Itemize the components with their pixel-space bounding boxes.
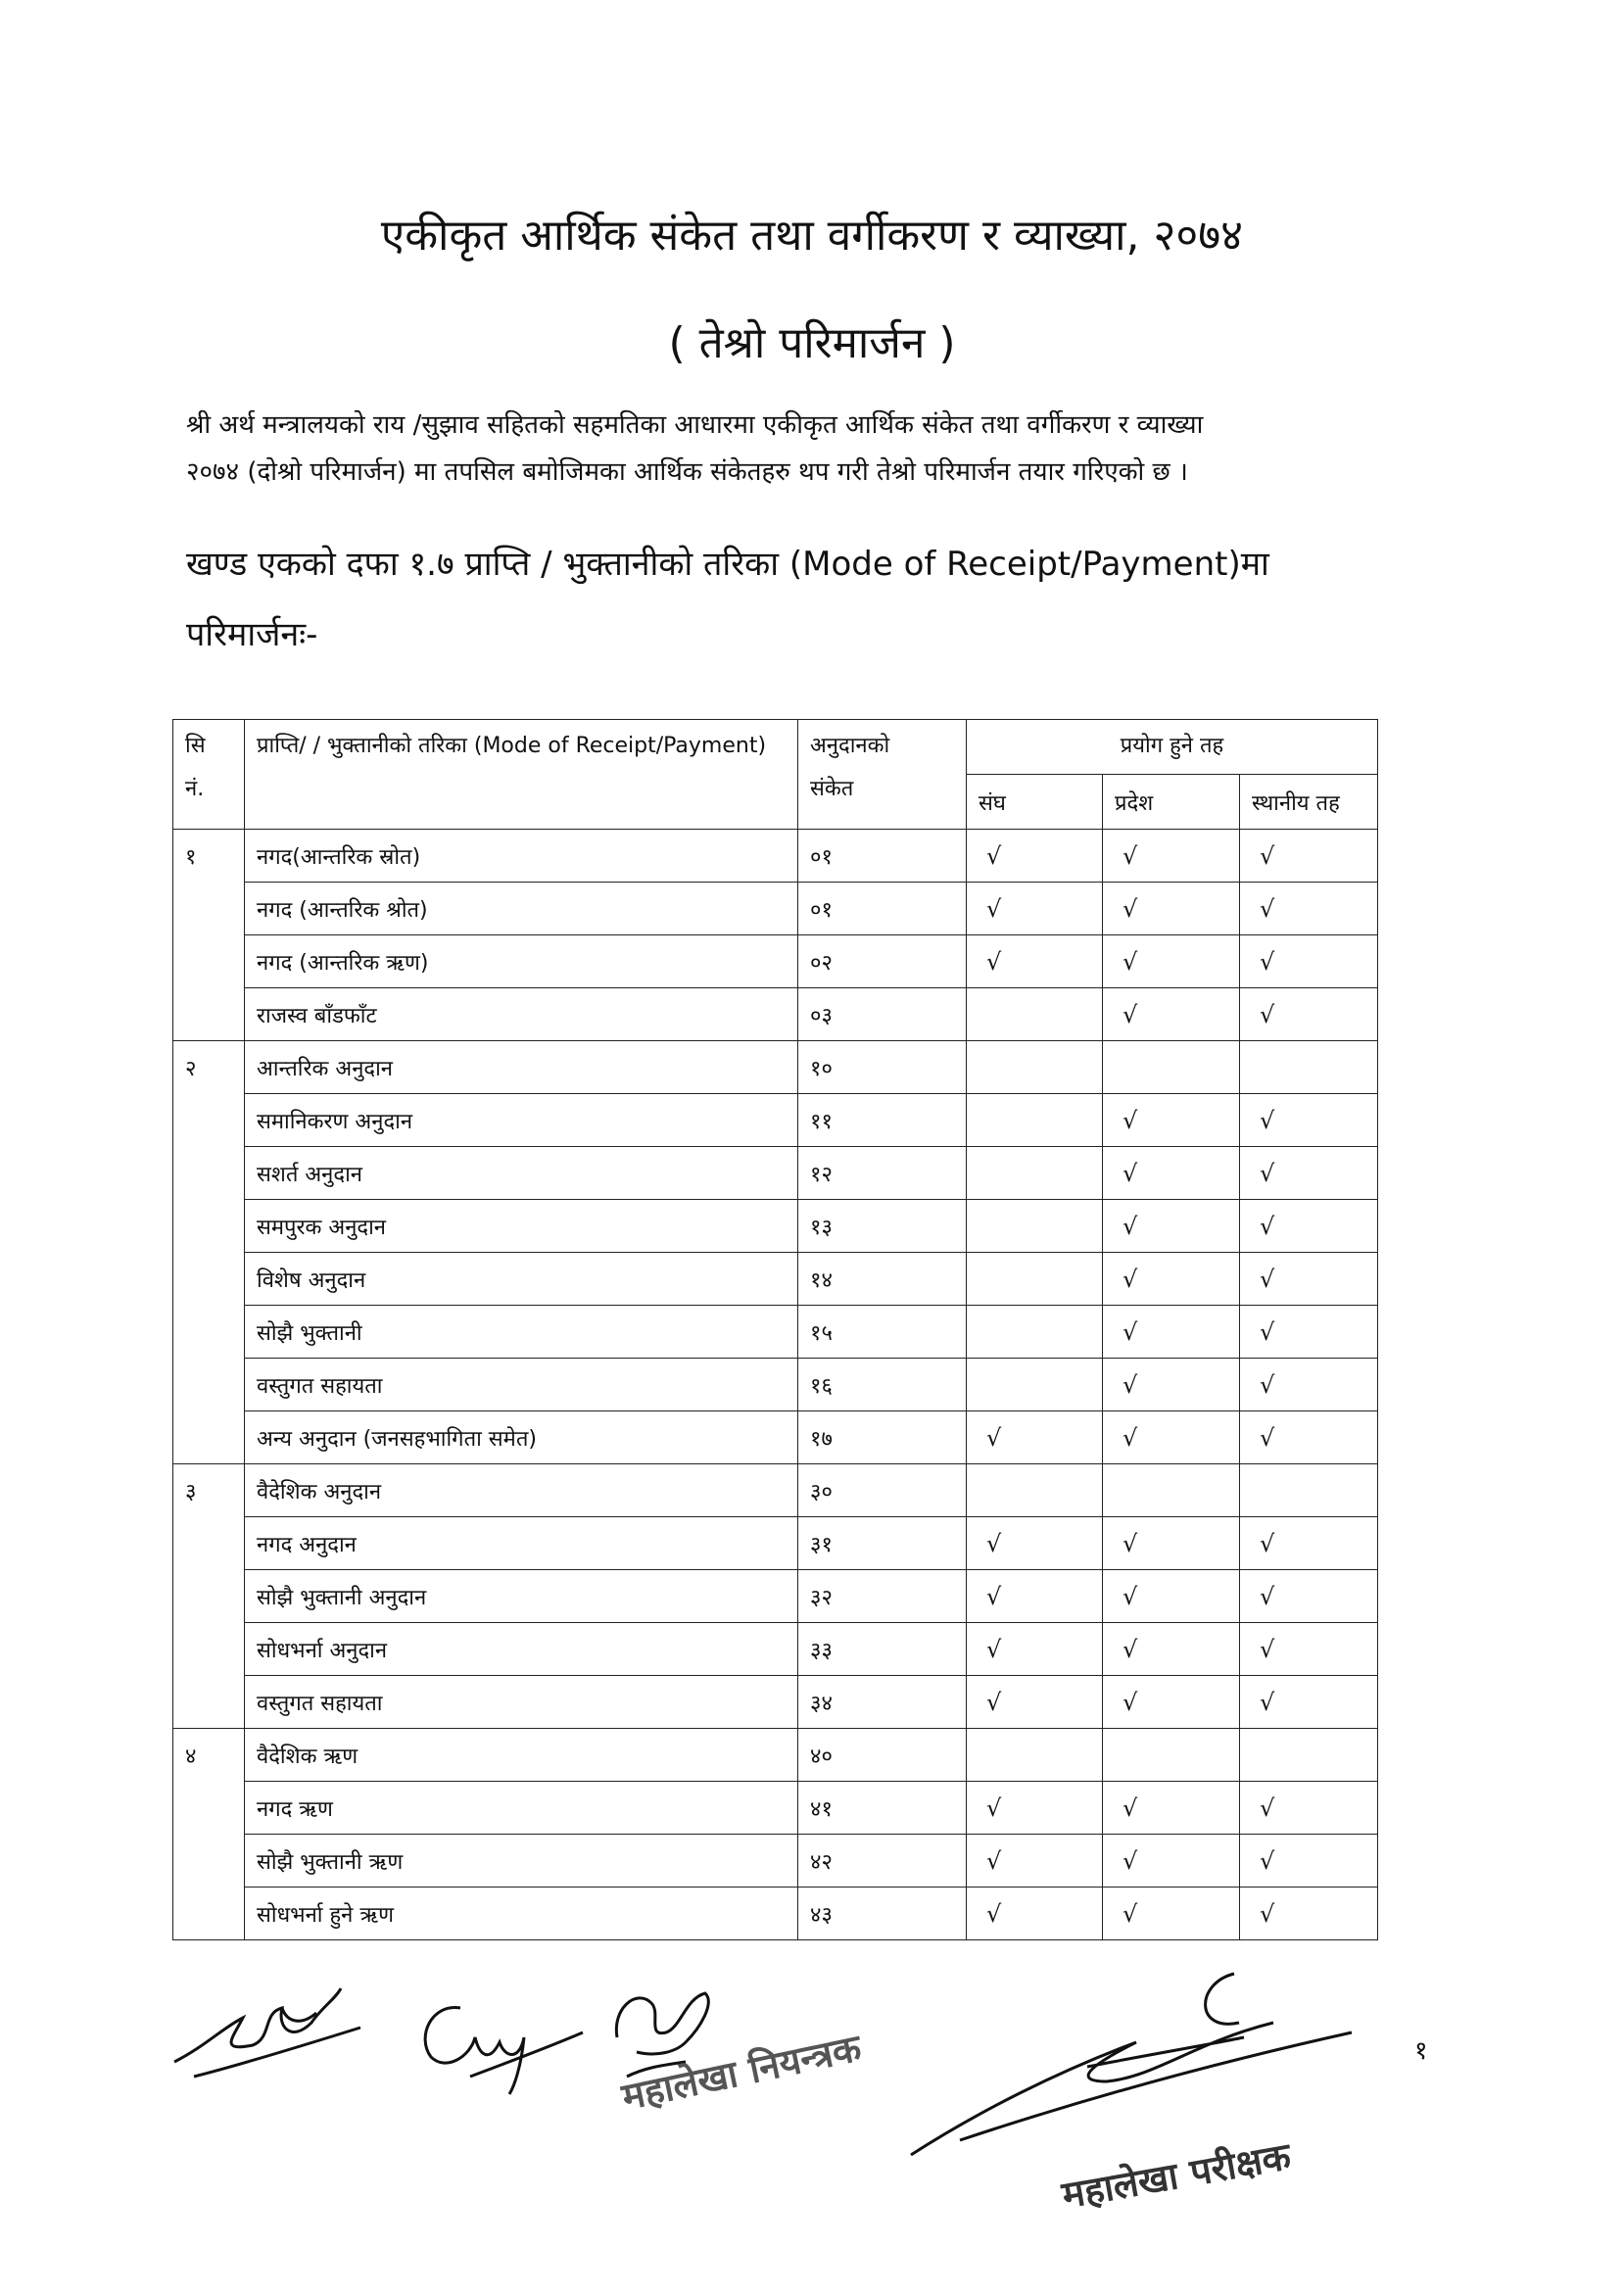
- check-mark: √: [1122, 1423, 1138, 1452]
- federal-cell: [967, 1411, 1103, 1464]
- local-cell: [1240, 1888, 1378, 1940]
- check-mark: √: [1122, 1688, 1138, 1716]
- federal-cell: [967, 935, 1103, 988]
- mode-cell: नगद (आन्तरिक श्रोत): [245, 883, 798, 935]
- header-local: स्थानीय तह: [1240, 775, 1378, 830]
- check-mark: √: [986, 1899, 1002, 1928]
- check-mark: √: [1260, 1106, 1275, 1134]
- federal-cell: [967, 1676, 1103, 1729]
- check-mark: √: [986, 1688, 1002, 1716]
- check-mark: √: [1122, 1370, 1138, 1399]
- local-cell: [1240, 1676, 1378, 1729]
- table-row: [173, 1411, 1378, 1464]
- province-cell: [1103, 1464, 1240, 1517]
- check-mark: √: [986, 894, 1002, 923]
- mode-cell: नगद (आन्तरिक ऋण): [245, 935, 798, 988]
- mode-cell: अन्य अनुदान (जनसहभागिता समेत): [245, 1411, 798, 1464]
- federal-cell: [967, 1570, 1103, 1623]
- mode-cell: नगद ऋण: [245, 1782, 798, 1835]
- federal-cell: [967, 1253, 1103, 1306]
- mode-cell: सोझै भुक्तानी: [245, 1306, 798, 1359]
- check-mark: √: [1260, 894, 1275, 923]
- province-cell: [1103, 1253, 1240, 1306]
- check-mark: √: [1122, 841, 1138, 870]
- check-mark: √: [1122, 947, 1138, 976]
- local-cell: [1240, 1623, 1378, 1676]
- code-cell: ०१: [798, 830, 967, 883]
- table-row: [173, 1782, 1378, 1835]
- check-mark: √: [1122, 1265, 1138, 1293]
- code-cell: ०३: [798, 988, 967, 1041]
- mode-cell: वैदेशिक ऋण: [245, 1729, 798, 1782]
- table-row: [173, 1888, 1378, 1940]
- mode-cell: सशर्त अनुदान: [245, 1147, 798, 1200]
- check-mark: √: [986, 947, 1002, 976]
- province-cell: [1103, 1676, 1240, 1729]
- federal-cell: [967, 1517, 1103, 1570]
- check-mark: √: [1122, 1106, 1138, 1134]
- check-mark: √: [1260, 1159, 1275, 1187]
- table-row: [173, 935, 1378, 988]
- table-row: [173, 1094, 1378, 1147]
- table-row: [173, 1623, 1378, 1676]
- intro-paragraph: [186, 402, 1440, 496]
- check-mark: √: [1260, 1846, 1275, 1875]
- code-cell: १३: [798, 1200, 967, 1253]
- check-mark: √: [1122, 1793, 1138, 1822]
- stamp-controller: महालेखा नियन्त्रक: [618, 2026, 865, 2119]
- check-mark: √: [1260, 1265, 1275, 1293]
- mode-cell: समानिकरण अनुदान: [245, 1094, 798, 1147]
- province-cell: [1103, 1517, 1240, 1570]
- document-title: एकीकृत आर्थिक संकेत तथा वर्गीकरण र व्याख्या, २०७४: [380, 211, 1244, 261]
- federal-cell: [967, 1464, 1103, 1517]
- signature-1: [165, 1969, 370, 2086]
- intro-line-1: श्री अर्थ मन्त्रालयको राय /सुझाव सहितको सहमतिका आधारमा एकीकृत आर्थिक संकेत तथा वर्गीकरण र व्याख्या: [186, 410, 1204, 440]
- federal-cell: [967, 1147, 1103, 1200]
- local-cell: [1240, 1464, 1378, 1517]
- table-row: [173, 1041, 1378, 1094]
- local-cell: [1240, 1306, 1378, 1359]
- check-mark: √: [986, 1793, 1002, 1822]
- province-cell: [1103, 988, 1240, 1041]
- local-cell: [1240, 1359, 1378, 1411]
- table-row: [173, 1147, 1378, 1200]
- code-cell: १६: [798, 1359, 967, 1411]
- check-mark: √: [1122, 1159, 1138, 1187]
- check-mark: √: [1122, 1635, 1138, 1663]
- code-cell: ०२: [798, 935, 967, 988]
- code-cell: १५: [798, 1306, 967, 1359]
- mode-cell: विशेष अनुदान: [245, 1253, 798, 1306]
- code-cell: ११: [798, 1094, 967, 1147]
- table-row: [173, 1464, 1378, 1517]
- mode-cell: सोझै भुक्तानी अनुदान: [245, 1570, 798, 1623]
- section-heading: [186, 529, 1450, 670]
- check-mark: √: [1260, 1370, 1275, 1399]
- province-cell: [1103, 935, 1240, 988]
- mode-cell: राजस्व बाँडफाँट: [245, 988, 798, 1041]
- check-mark: √: [986, 1635, 1002, 1663]
- code-cell: ३३: [798, 1623, 967, 1676]
- mode-cell: नगद अनुदान: [245, 1517, 798, 1570]
- mode-of-receipt-table: [172, 719, 1378, 1940]
- local-cell: [1240, 1147, 1378, 1200]
- local-cell: [1240, 883, 1378, 935]
- local-cell: [1240, 1411, 1378, 1464]
- code-cell: ४०: [798, 1729, 967, 1782]
- check-mark: √: [986, 1529, 1002, 1557]
- check-mark: √: [1260, 1000, 1275, 1028]
- federal-cell: [967, 1200, 1103, 1253]
- local-cell: [1240, 1782, 1378, 1835]
- mode-cell: सोधभर्ना अनुदान: [245, 1623, 798, 1676]
- table-row: [173, 988, 1378, 1041]
- section-heading-line-1: खण्ड एकको दफा १.७ प्राप्ति / भुक्तानीको तरिका (Mode of Receipt/Payment)मा: [186, 545, 1269, 584]
- table-row: [173, 1359, 1378, 1411]
- code-cell: १४: [798, 1253, 967, 1306]
- federal-cell: [967, 988, 1103, 1041]
- signature-2: [411, 1979, 588, 2096]
- province-cell: [1103, 1200, 1240, 1253]
- code-cell: ३२: [798, 1570, 967, 1623]
- table-row: [173, 830, 1378, 883]
- code-cell: ४२: [798, 1835, 967, 1888]
- local-cell: [1240, 1517, 1378, 1570]
- serial-number-cell: ३: [173, 1464, 245, 1729]
- check-mark: √: [1260, 1688, 1275, 1716]
- check-mark: √: [1260, 1635, 1275, 1663]
- code-cell: ४३: [798, 1888, 967, 1940]
- code-cell: ४१: [798, 1782, 967, 1835]
- header-mode: प्राप्ति/ / भुक्तानीको तरिका (Mode of Receipt/Payment): [245, 720, 798, 830]
- mode-cell: वस्तुगत सहायता: [245, 1676, 798, 1729]
- check-mark: √: [1260, 1793, 1275, 1822]
- province-cell: [1103, 1359, 1240, 1411]
- local-cell: [1240, 1835, 1378, 1888]
- federal-cell: [967, 830, 1103, 883]
- check-mark: √: [1122, 1582, 1138, 1610]
- mode-cell: आन्तरिक अनुदान: [245, 1041, 798, 1094]
- table-row: [173, 1570, 1378, 1623]
- local-cell: [1240, 988, 1378, 1041]
- local-cell: [1240, 935, 1378, 988]
- page-number: १: [1414, 2036, 1428, 2066]
- federal-cell: [967, 1835, 1103, 1888]
- check-mark: √: [986, 1582, 1002, 1610]
- stamp-auditor: महालेखा परीक्षक: [1058, 2133, 1294, 2218]
- table-row: [173, 1835, 1378, 1888]
- mode-cell: वस्तुगत सहायता: [245, 1359, 798, 1411]
- signature-4: [901, 1964, 1361, 2170]
- province-cell: [1103, 1782, 1240, 1835]
- local-cell: [1240, 1570, 1378, 1623]
- federal-cell: [967, 1041, 1103, 1094]
- local-cell: [1240, 1253, 1378, 1306]
- province-cell: [1103, 1041, 1240, 1094]
- code-cell: ३१: [798, 1517, 967, 1570]
- federal-cell: [967, 1623, 1103, 1676]
- province-cell: [1103, 1411, 1240, 1464]
- header-province: प्रदेश: [1103, 775, 1240, 830]
- check-mark: √: [986, 1846, 1002, 1875]
- table-row: [173, 1517, 1378, 1570]
- check-mark: √: [1260, 841, 1275, 870]
- province-cell: [1103, 1570, 1240, 1623]
- section-heading-line-2: परिमार्जनः-: [186, 615, 318, 654]
- serial-number-cell: २: [173, 1041, 245, 1464]
- header-federal: संघ: [967, 775, 1103, 830]
- code-cell: १०: [798, 1041, 967, 1094]
- table-row: [173, 1253, 1378, 1306]
- code-cell: ३४: [798, 1676, 967, 1729]
- province-cell: [1103, 1094, 1240, 1147]
- check-mark: √: [1260, 1317, 1275, 1346]
- mode-cell: समपुरक अनुदान: [245, 1200, 798, 1253]
- table-row: [173, 1729, 1378, 1782]
- local-cell: [1240, 830, 1378, 883]
- check-mark: √: [1260, 1529, 1275, 1557]
- serial-number-cell: १: [173, 830, 245, 1041]
- code-cell: ३०: [798, 1464, 967, 1517]
- check-mark: √: [986, 841, 1002, 870]
- check-mark: √: [1260, 947, 1275, 976]
- local-cell: [1240, 1041, 1378, 1094]
- federal-cell: [967, 883, 1103, 935]
- province-cell: [1103, 1729, 1240, 1782]
- intro-line-2: २०७४ (दोश्रो परिमार्जन) मा तपसिल बमोजिमका आर्थिक संकेतहरु थप गरी तेश्रो परिमार्जन तयार गरिएको छ ।: [186, 457, 1188, 487]
- federal-cell: [967, 1782, 1103, 1835]
- table-row: [173, 1200, 1378, 1253]
- federal-cell: [967, 1306, 1103, 1359]
- header-serial-number: सि नं.: [173, 720, 245, 830]
- mode-cell: सोधभर्ना हुने ऋण: [245, 1888, 798, 1940]
- check-mark: √: [1122, 1317, 1138, 1346]
- mode-cell: वैदेशिक अनुदान: [245, 1464, 798, 1517]
- header-code: अनुदानको संकेत: [798, 720, 967, 830]
- header-usage-level: प्रयोग हुने तह: [967, 720, 1378, 775]
- local-cell: [1240, 1200, 1378, 1253]
- province-cell: [1103, 830, 1240, 883]
- province-cell: [1103, 1306, 1240, 1359]
- province-cell: [1103, 1835, 1240, 1888]
- check-mark: √: [1122, 1212, 1138, 1240]
- table-row: [173, 1676, 1378, 1729]
- federal-cell: [967, 1888, 1103, 1940]
- province-cell: [1103, 883, 1240, 935]
- document-subtitle: ( तेश्रो परिमार्जन ): [668, 318, 956, 368]
- serial-number-cell: ४: [173, 1729, 245, 1940]
- code-cell: १२: [798, 1147, 967, 1200]
- province-cell: [1103, 1888, 1240, 1940]
- check-mark: √: [1260, 1899, 1275, 1928]
- local-cell: [1240, 1729, 1378, 1782]
- check-mark: √: [986, 1423, 1002, 1452]
- check-mark: √: [1260, 1423, 1275, 1452]
- check-mark: √: [1122, 894, 1138, 923]
- check-mark: √: [1260, 1582, 1275, 1610]
- check-mark: √: [1260, 1212, 1275, 1240]
- check-mark: √: [1122, 1846, 1138, 1875]
- mode-cell: नगद(आन्तरिक स्रोत): [245, 830, 798, 883]
- province-cell: [1103, 1623, 1240, 1676]
- province-cell: [1103, 1147, 1240, 1200]
- federal-cell: [967, 1729, 1103, 1782]
- table-row: [173, 883, 1378, 935]
- code-cell: १७: [798, 1411, 967, 1464]
- federal-cell: [967, 1094, 1103, 1147]
- code-cell: ०१: [798, 883, 967, 935]
- mode-cell: सोझै भुक्तानी ऋण: [245, 1835, 798, 1888]
- table-row: [173, 1306, 1378, 1359]
- check-mark: √: [1122, 1899, 1138, 1928]
- table-body: [173, 830, 1378, 1940]
- federal-cell: [967, 1359, 1103, 1411]
- check-mark: √: [1122, 1000, 1138, 1028]
- check-mark: √: [1122, 1529, 1138, 1557]
- local-cell: [1240, 1094, 1378, 1147]
